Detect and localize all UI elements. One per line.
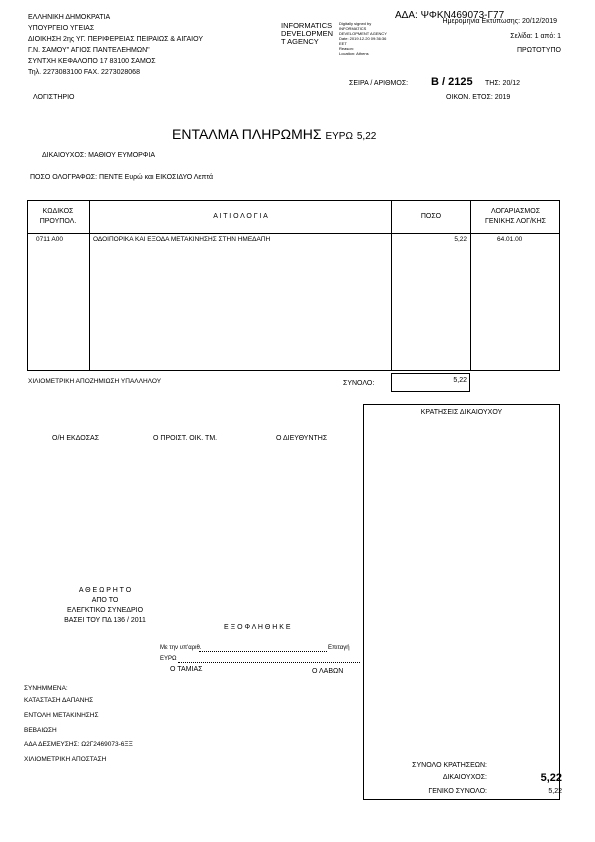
signature-text: INFORMATICS: [339, 26, 367, 31]
audit-line-3: ΕΛΕΓΚΤΙΚΟ ΣΥΝΕΔΡΙΟ: [66, 607, 144, 614]
signature-text: Digitally signed by: [339, 21, 372, 26]
column-divider: [89, 200, 90, 371]
series-value: Β / 2125: [431, 76, 473, 88]
header-account: [471, 207, 560, 227]
deductions-title: ΚΡΑΤΗΣΕΙΣ ΔΙΚΑΙΟΥΧΟΥ: [420, 409, 503, 416]
euro-amount-line: [178, 662, 360, 663]
page-count: Σελίδα: 1 από: 1: [510, 33, 561, 40]
attachment-item: ΚΑΤΑΣΤΑΣΗ ΔΑΠΑΝΗΣ: [24, 697, 94, 704]
header-line-1: ΕΛΛΗΝΙΚΗ ΔΗΜΟΚΡΑΤΙΑ: [28, 14, 111, 21]
logo-line-1: INFORMATICS: [281, 21, 333, 30]
header-code-line-1: ΚΩΔΙΚΟΣ: [42, 208, 74, 215]
logo-line-3: T AGENCY: [281, 37, 319, 46]
total-deductions-label: ΣΥΝΟΛΟ ΚΡΑΤΗΣΕΩΝ:: [412, 762, 487, 769]
header-account-line-1: ΛΟΓΑΡΙΑΣΜΟΣ: [490, 208, 541, 215]
page-title: [172, 126, 376, 142]
check-number-line: [199, 651, 327, 652]
beneficiary-total-label: ΔΙΚΑΙΟΥΧΟΣ:: [442, 774, 487, 781]
signature-text: Location: Athens: [339, 51, 369, 56]
series-label: ΣΕΙΡΑ / ΑΡΙΘΜΟΣ:: [349, 80, 409, 87]
signature-text: Reason:: [339, 46, 354, 51]
row-code: 0711 Α00: [36, 236, 63, 243]
title-amount: 5,22: [356, 131, 377, 142]
receiver-label: Ο ΛΑΒΩΝ: [312, 668, 344, 675]
paid-check-suffix: Επιταγή: [328, 645, 350, 651]
paid-check-label: Με την υπ'αριθ.: [160, 645, 202, 651]
signature-text: Date: 2019.12.20 09:36:36: [339, 36, 387, 41]
logo-line-2: DEVELOPMEN: [281, 29, 334, 38]
department-label: ΛΟΓΙΣΤΗΡΙΟ: [33, 94, 75, 101]
digital-signature-block: [339, 21, 387, 56]
signature-text: DEVELOPMENT AGENCY: [339, 31, 387, 36]
series-date: ΤΗΣ: 20/12: [485, 80, 521, 87]
signature-text: EET: [339, 41, 347, 46]
header-amount: ΠΟΣΟ: [420, 213, 442, 220]
signature-director: Ο ΔΙΕΥΘΥΝΤΗΣ: [276, 435, 328, 442]
row-account: 64.01.00: [497, 236, 523, 243]
print-date: Ημερομηνία Εκτύπωσης: 20/12/2019: [442, 18, 557, 25]
attachments-title: ΣΥΝΗΜΜΕΝΑ:: [24, 685, 68, 692]
beneficiary-total-value: 5,22: [540, 772, 562, 784]
row-amount: 5,22: [454, 236, 467, 243]
deductions-box: [363, 404, 560, 800]
attachment-item: ΒΕΒΑΙΩΣΗ: [24, 727, 57, 734]
header-code-line-2: ΠΡΟΥΠΟΛ.: [39, 218, 77, 225]
agency-logo: [281, 22, 333, 46]
attachment-item: ΕΝΤΟΛΗ ΜΕΤΑΚΙΝΗΣΗΣ: [24, 712, 99, 719]
title-currency: ΕΥΡΩ: [325, 131, 353, 142]
total-value: 5,22: [453, 377, 467, 384]
paid-euro-label: ΕΥΡΩ: [160, 656, 177, 662]
signature-issuer: Ο/Η ΕΚΔΟΣΑΣ: [52, 435, 100, 442]
audit-line-1: Α Θ Ε Ω Ρ Η Τ Ο: [78, 587, 132, 594]
header-account-line-2: ΓΕΝΙΚΗΣ ΛΟΓ/ΚΗΣ: [485, 218, 546, 225]
header-line-5: ΣΥΝΤΧΗ ΚΕΦΑΛΟΠΟ 17 83100 ΣΑΜΟΣ: [28, 58, 156, 65]
mileage-note: ΧΙΛΙΟΜΕΤΡΙΚΗ ΑΠΟΖΗΜΙΩΣΗ ΥΠΑΛΛΗΛΟΥ: [28, 378, 162, 385]
signature-head: Ο ΠΡΟΙΣΤ. ΟΙΚ. ΤΜ.: [153, 435, 218, 442]
grand-total-value: 5,22: [548, 788, 562, 795]
header-code: [27, 207, 89, 227]
title-main: ΕΝΤΑΛΜΑ ΠΛΗΡΩΜΗΣ: [172, 126, 322, 142]
attachment-item: ΑΔΑ ΔΕΣΜΕΥΣΗΣ: Ω2Γ2469073-6ΞΞ: [24, 741, 133, 748]
header-reason: Α Ι Τ Ι Ο Λ Ο Γ Ι Α: [213, 213, 268, 220]
beneficiary-line: ΔΙΚΑΙΟΥΧΟΣ: ΜΑΘΙΟΥ ΕΥΜΟΡΦΙΑ: [42, 152, 156, 159]
grand-total-label: ΓΕΝΙΚΟ ΣΥΝΟΛΟ:: [428, 788, 487, 795]
ada-code: ΑΔΑ: ΨΦΚΝ469073-Γ77: [395, 10, 505, 21]
cashier-label: Ο ΤΑΜΙΑΣ: [170, 666, 203, 673]
amount-in-words: ΠΟΣΟ ΟΛΟΓΡΑΦΩΣ: ΠΕΝΤΕ Ευρώ και ΕΙΚΟΣΙΔΥΟ Λεπτά: [30, 174, 214, 181]
paid-title: Ε Ξ Ο Φ Λ Η Θ Η Κ Ε: [224, 624, 291, 631]
attachment-item: ΧΙΛΙΟΜΕΤΡΙΚΗ ΑΠΟΣΤΑΣΗ: [24, 756, 107, 763]
fiscal-year: ΟΙΚΟΝ. ΕΤΟΣ: 2019: [446, 94, 511, 101]
column-divider: [391, 200, 392, 371]
audit-block: [40, 586, 170, 626]
audit-line-4: ΒΑΣΕΙ ΤΟΥ ΠΔ 136 / 2011: [64, 617, 146, 624]
header-line-6: Τηλ. 2273083100 FAX. 2273028068: [28, 69, 140, 76]
header-line-2: ΥΠΟΥΡΓΕΙΟ ΥΓΕΙΑΣ: [28, 25, 95, 32]
header-line-4: Γ.Ν. ΣΑΜΟΥ" ΑΓΙΟΣ ΠΑΝΤΕΛΕΗΜΩΝ": [28, 47, 150, 54]
row-reason: ΟΔΟΙΠΟΡΙΚΑ ΚΑΙ ΕΞΟΔΑ ΜΕΤΑΚΙΝΗΣΗΣ ΣΤΗΝ ΗΜΕΔΑΠΗ: [93, 236, 271, 243]
original-label: ΠΡΩΤΟΤΥΠΟ: [517, 47, 561, 54]
table-header-divider: [27, 233, 560, 234]
header-line-3: ΔΙΟΙΚΗΣΗ 2ης ΥΓ. ΠΕΡΙΦΕΡΕΙΑΣ ΠΕΙΡΑΙΩΣ & ΑΙΓΑΙΟΥ: [28, 36, 203, 43]
total-label: ΣΥΝΟΛΟ:: [343, 380, 375, 387]
audit-line-2: ΑΠΟ ΤΟ: [91, 597, 119, 604]
